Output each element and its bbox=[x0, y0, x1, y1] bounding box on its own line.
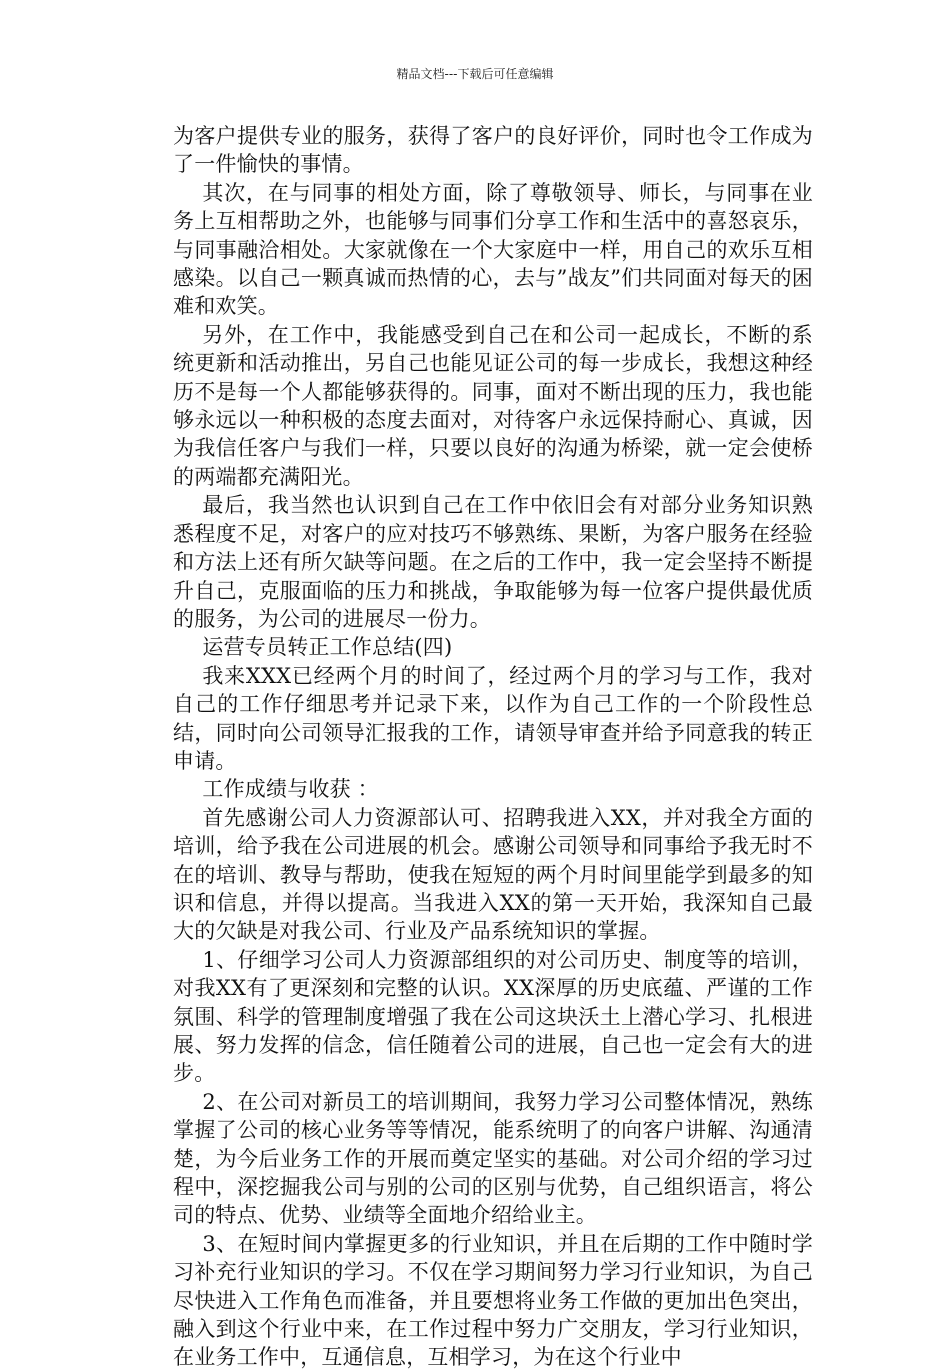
paragraph-2: 其次，在与同事的相处方面，除了尊敬领导、师长，与同事在业务上互相帮助之外，也能够与同事们分享工作和生活中的喜怒哀乐，与同事融洽相处。大家就像在一个大家庭中一样，用自己的欢乐互相感染。以自己一颗真诚而热情的心，去与”战友”们共同面对每天的困难和欢笑。 bbox=[173, 180, 813, 319]
list-item-2: 2、在公司对新员工的培训期间，我努力学习公司整体情况，熟练掌握了公司的核心业务等等情况，能系统明了的向客户讲解、沟通清楚，为今后业务工作的开展而奠定坚实的基础。对公司介绍的学习过程中，深挖掘我公司与别的公司的区别与优势，自己组织语言，将公司的特点、优势、业绩等全面地介绍给业主。 bbox=[173, 1089, 813, 1228]
list-item-1: 1、仔细学习公司人力资源部组织的对公司历史、制度等的培训，对我XX有了更深刻和完整的认识。XX深厚的历史底蕴、严谨的工作氛围、科学的管理制度增强了我在公司这块沃土上潜心学习、扎根进展、努力发挥的信念，信任随着公司的进展，自己也一定会有大的进步。 bbox=[173, 947, 813, 1086]
document-body bbox=[173, 122, 813, 1372]
paragraph-4: 最后，我当然也认识到自己在工作中依旧会有对部分业务知识熟悉程度不足，对客户的应对技巧不够熟练、果断，为客户服务在经验和方法上还有所欠缺等问题。在之后的工作中，我一定会坚持不断提升自己，克服面临的压力和挑战，争取能够为每一位客户提供最优质的服务，为公司的进展尽一份力。 bbox=[173, 493, 813, 631]
list-item-3: 3、在短时间内掌握更多的行业知识，并且在后期的工作中随时学习补充行业知识的学习。不仅在学习期间努力学习行业知识，为自己尽快进入工作角色而准备，并且要想将业务工作做的更加出色突出，融入到这个行业中来，在工作过程中努力广交朋友，学习行业知识，在业务工作中，互通信息，互相学习，为在这个行业中 bbox=[173, 1231, 813, 1370]
paragraph-5: 我来XXX已经两个月的时间了，经过两个月的学习与工作，我对自己的工作仔细思考并记录下来，以作为自己工作的一个阶段性总结，同时向公司领导汇报我的工作，请领导审查并给予同意我的转正申请。 bbox=[173, 663, 813, 773]
paragraph-1: 为客户提供专业的服务，获得了客户的良好评价，同时也令工作成为了一件愉快的事情。 bbox=[173, 124, 813, 177]
paragraph-3: 另外，在工作中，我能感受到自己在和公司一起成长，不断的系统更新和活动推出，另自己也能见证公司的每一步成长，我想这种经历不是每一个人都能够获得的。同事，面对不断出现的压力，我也能够永远以一种积极的态度去面对，对待客户永远保持耐心、真诚，因为我信任客户与我们一样，只要以良好的沟通为桥梁，就一定会使桥的两端都充满阳光。 bbox=[173, 322, 813, 489]
subheading-achievements: 工作成绩与收获 ： bbox=[202, 777, 379, 802]
section-heading: 运营专员转正工作总结(四) bbox=[202, 635, 453, 660]
page-header: 精品文档---下载后可任意编辑 bbox=[396, 67, 554, 81]
paragraph-6: 首先感谢公司人力资源部认可、招聘我进入XX，并对我全方面的培训，给予我在公司进展的机会。感谢公司领导和同事给予我无时不在的培训、教导与帮助，使我在短短的两个月时间里能学到最多的知识和信息，并得以提高。当我进入XX的第一天开始，我深知自己最大的欠缺是对我公司、行业及产品系统知识的掌握。 bbox=[173, 805, 813, 944]
